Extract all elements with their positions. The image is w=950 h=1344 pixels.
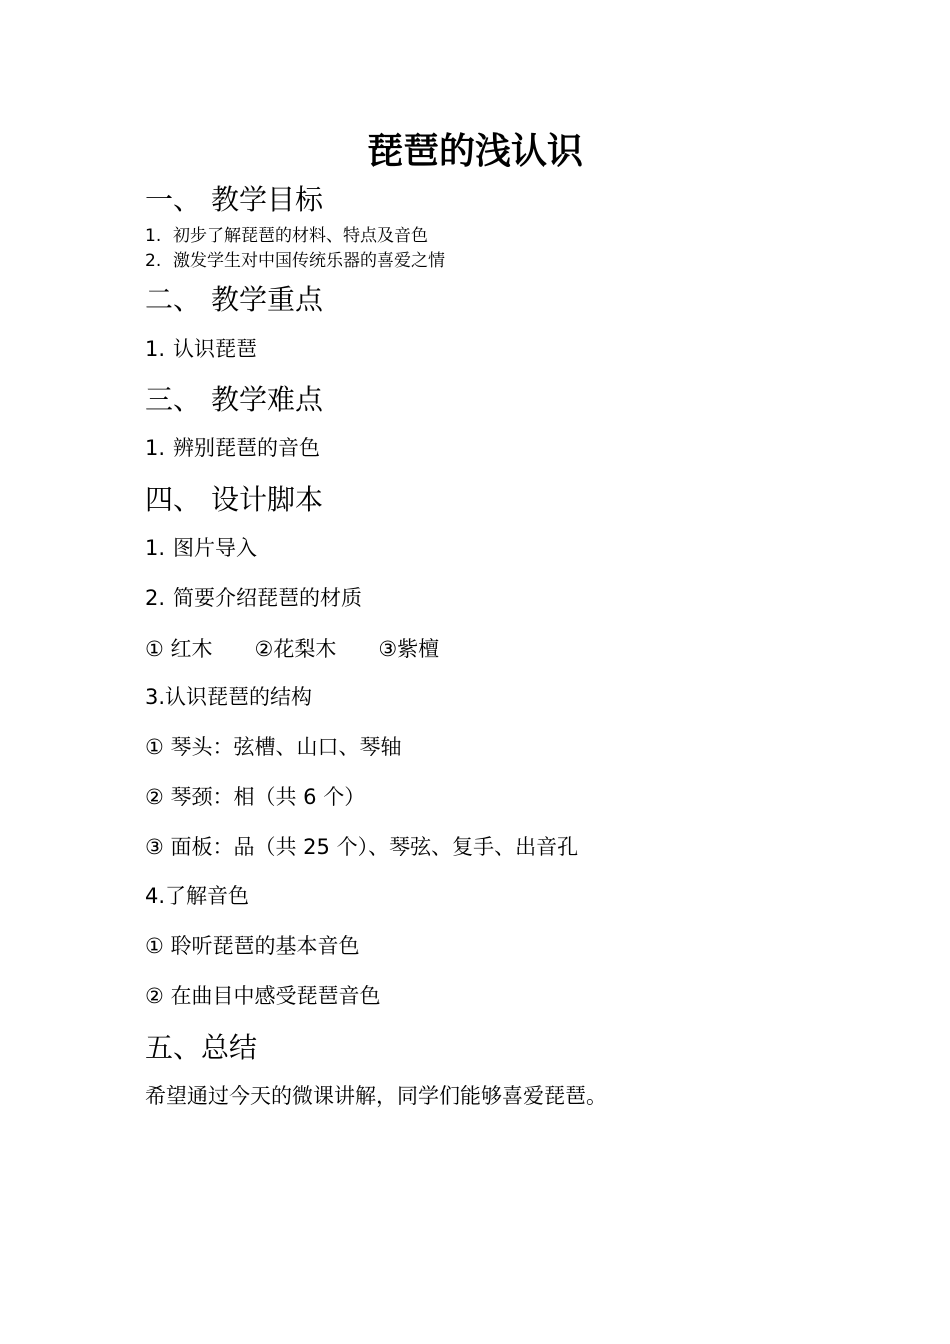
section-number: 二、 bbox=[145, 283, 202, 316]
section-number: 四、 bbox=[145, 483, 202, 516]
list-text: 激发学生对中国传统乐器的喜爱之情 bbox=[173, 251, 445, 271]
list-number: 1. bbox=[145, 436, 166, 460]
script-step: 3.认识琵琶的结构 bbox=[145, 685, 313, 709]
material-item: ③紫檀 bbox=[378, 637, 440, 661]
section-heading-text: 教学难点 bbox=[211, 383, 324, 416]
material-item: ① 红木 bbox=[145, 637, 213, 661]
list-text: 初步了解琵琶的材料、特点及音色 bbox=[173, 226, 428, 246]
script-step bbox=[145, 533, 257, 563]
section-heading-text: 设计脚本 bbox=[211, 483, 324, 516]
list-text: 简要介绍琵琶的材质 bbox=[173, 586, 362, 610]
list-number: 2. bbox=[145, 586, 166, 610]
section-heading-objectives bbox=[145, 182, 323, 218]
structure-item: ① 琴头：弦槽、山口、琴轴 bbox=[145, 735, 402, 759]
list-number: 2. bbox=[145, 251, 162, 271]
list-text: 辨别琵琶的音色 bbox=[173, 436, 320, 460]
script-step bbox=[145, 583, 362, 613]
structure-item: ② 琴颈：相（共 6 个） bbox=[145, 785, 366, 809]
list-text: 图片导入 bbox=[173, 536, 257, 560]
section-heading-key-points bbox=[145, 282, 323, 318]
list-item bbox=[145, 249, 445, 273]
section-heading-summary: 五、总结 bbox=[145, 1031, 258, 1064]
materials-list bbox=[145, 634, 481, 664]
section-heading-text: 教学目标 bbox=[211, 183, 324, 216]
script-step: 4.了解音色 bbox=[145, 884, 250, 908]
list-number: 1. bbox=[145, 226, 162, 246]
list-item bbox=[145, 334, 257, 364]
section-heading-difficulties bbox=[145, 382, 323, 418]
material-item: ②花梨木 bbox=[254, 637, 337, 661]
timbre-item: ① 聆听琵琶的基本音色 bbox=[145, 934, 360, 958]
list-item bbox=[145, 433, 320, 463]
structure-item: ③ 面板：品（共 25 个）、琴弦、复手、出音孔 bbox=[145, 835, 579, 859]
summary-text: 希望通过今天的微课讲解，同学们能够喜爱琵琶。 bbox=[145, 1084, 607, 1108]
section-heading-text: 教学重点 bbox=[211, 283, 324, 316]
section-heading-script bbox=[145, 482, 323, 518]
timbre-item: ② 在曲目中感受琵琶音色 bbox=[145, 984, 381, 1008]
document-title: 琵琶的浅认识 bbox=[366, 131, 583, 172]
list-number: 1. bbox=[145, 337, 166, 361]
section-number: 三、 bbox=[145, 383, 202, 416]
section-number: 一、 bbox=[145, 183, 202, 216]
list-number: 1. bbox=[145, 536, 166, 560]
list-text: 认识琵琶 bbox=[173, 337, 257, 361]
list-item bbox=[145, 224, 428, 248]
